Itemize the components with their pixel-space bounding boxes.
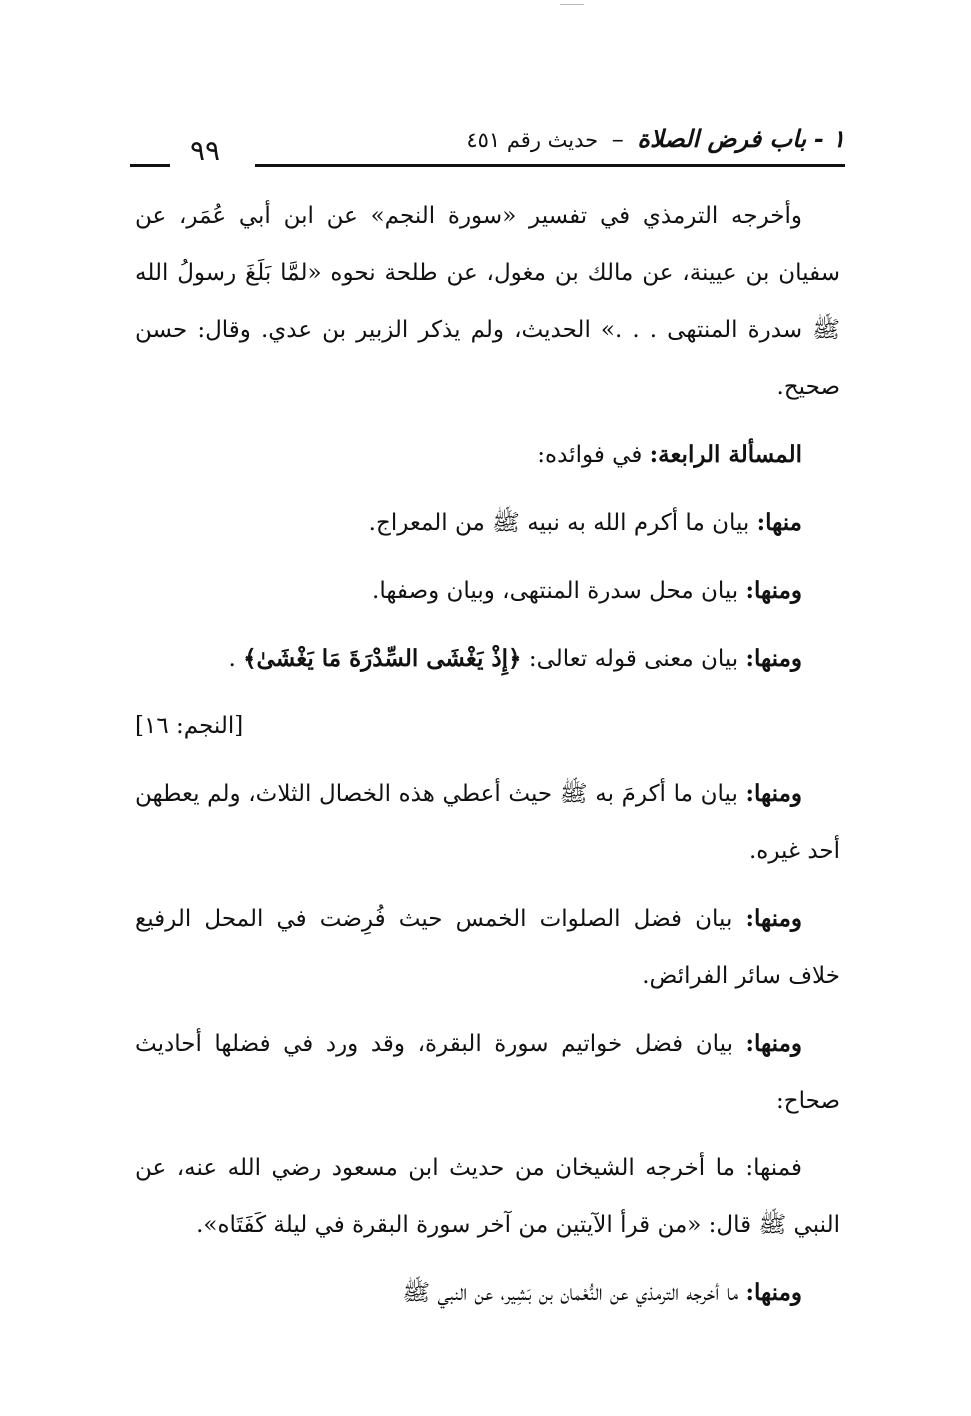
header-rule xyxy=(255,164,845,167)
benefit-lead: ومنها: xyxy=(745,780,802,807)
paragraph-benefit-3 xyxy=(135,630,840,688)
paragraph-benefit-2 xyxy=(135,562,840,620)
benefit-lead: ومنها: xyxy=(745,577,802,604)
benefit-text: بيان فضل الصلوات الخمس حيث فُرِضت في المحل الرفيع خلاف سائر الفرائض. xyxy=(135,906,840,989)
benefit-text: بيان محل سدرة المنتهى، وبيان وصفها. xyxy=(372,578,746,604)
quran-verse: ﴿إِذْ يَغْشَى السِّدْرَةَ مَا يَغْشَىٰ﴾ xyxy=(243,645,522,672)
benefit-lead: ومنها: xyxy=(745,905,802,932)
benefit-text: بيان ما أكرم الله به نبيه ﷺ من المعراج. xyxy=(368,510,757,536)
benefit-lead: ومنها: xyxy=(745,645,802,672)
paragraph-benefit-1 xyxy=(135,494,840,552)
benefit-text: بيان ما أكرمَ به ﷺ حيث أعطي هذه الخصال الثلاث، ولم يعطهن أحد غيره. xyxy=(135,781,840,864)
header-rule-short xyxy=(130,164,170,167)
paragraph-benefit-5 xyxy=(135,890,840,1005)
page-number: ٩٩ xyxy=(190,134,221,167)
issue-text: في فوائده: xyxy=(537,442,650,468)
paragraph-benefit-4 xyxy=(135,765,840,880)
hadith-label: حديث رقم ٤٥١ xyxy=(466,128,599,152)
issue-heading: المسألة الرابعة: xyxy=(649,441,802,468)
chapter-number: ١ - xyxy=(813,124,845,153)
paragraph-benefit-6 xyxy=(135,1015,840,1130)
paragraph-hadith-masud: فمنها: ما أخرجه الشيخان من حديث ابن مسعود رضي الله عنه، عن النبي ﷺ قال: «من قرأ الآيتين من آخر سورة البقرة في ليلة كَفَتَاه». xyxy=(135,1155,840,1238)
benefit-text: بيان معنى قوله تعالى: xyxy=(521,646,746,672)
paragraph-fourth-issue xyxy=(135,426,840,484)
paragraph-tirmidhi: وأخرجه الترمذي في تفسير «سورة النجم» عن ابن أبي عُمَر، عن سفيان بن عيينة، عن مالك بن مغول، عن طلحة نحوه «لمَّا بَلَغَ رسولُ الله ﷺ سدرة المنتهى . . .» الحديث، ولم يذكر الزبير بن عدي. وقال: حسن صحيح. xyxy=(135,203,840,400)
benefit-end: . xyxy=(228,646,244,672)
chapter-title: باب فرض الصلاة xyxy=(637,124,807,153)
verse-reference: [النجم: ١٦] xyxy=(135,713,244,739)
benefit-lead: ومنها: xyxy=(745,1279,802,1306)
body-text xyxy=(135,188,840,1332)
paragraph-hadith-numan xyxy=(135,1264,840,1322)
benefit-text: ما أخرجه الترمذي عن النُّعْمان بن بَشِير، عن النبي ﷺ xyxy=(402,1280,746,1306)
benefit-lead: ومنها: xyxy=(745,1030,802,1057)
top-mark xyxy=(560,4,584,5)
header-separator: – xyxy=(611,125,624,153)
benefit-lead: منها: xyxy=(756,509,802,536)
header-title xyxy=(466,124,845,153)
benefit-text: بيان فضل خواتيم سورة البقرة، وقد ورد في فضلها أحاديث صحاح: xyxy=(135,1031,840,1114)
running-header xyxy=(130,120,845,180)
